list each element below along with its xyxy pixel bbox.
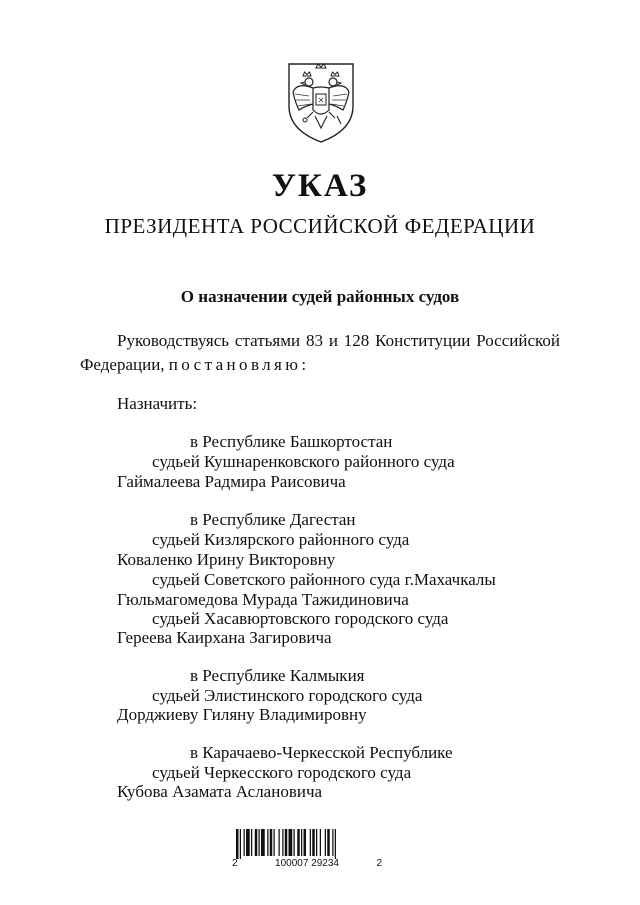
region-heading: в Республике Башкортостан (190, 432, 393, 451)
preamble-line-2 (80, 355, 309, 375)
judge-name: Кубова Азамата Аслановича (117, 782, 323, 801)
judge-name: Гереева Каирхана Загировича (117, 628, 332, 647)
barcode-digit-first: 2 (232, 858, 238, 869)
region-heading: в Республике Дагестан (190, 510, 356, 529)
preamble-line-1: Руководствуясь статьями 83 и 128 Конституции Российской (117, 331, 560, 350)
barcode-digits: 100007 29234 (275, 858, 339, 869)
preamble-verb: постановляю: (168, 355, 310, 374)
judge-position: судьей Элистинского городского суда (152, 686, 423, 705)
judge-position: судьей Кушнаренковского районного суда (152, 452, 455, 471)
barcode-digit-last: 2 (376, 858, 382, 869)
judge-position: судьей Советского районного суда г.Махачкалы (152, 570, 496, 589)
preamble-text: Федерации, (80, 355, 165, 374)
barcode-number (232, 858, 382, 869)
judge-name: Дорджиеву Гиляну Владимировну (117, 705, 367, 724)
judge-position: судьей Хасавюртовского городского суда (152, 609, 449, 628)
judge-position: судьей Кизлярского районного суда (152, 530, 410, 549)
region-heading: в Республике Калмыкия (190, 666, 365, 685)
document-title: УКАЗ (271, 168, 369, 204)
appoint-label: Назначить: (117, 394, 198, 413)
judge-name: Коваленко Ирину Викторовну (117, 550, 336, 569)
decree-heading: О назначении судей районных судов (180, 287, 460, 306)
region-heading: в Карачаево-Черкесской Республике (190, 743, 453, 762)
judge-name: Гюльмагомедова Мурада Тажидиновича (117, 590, 409, 609)
judge-position: судьей Черкесского городского суда (152, 763, 412, 782)
barcode-icon (232, 829, 382, 859)
judge-name: Гаймалеева Радмира Раисовича (117, 472, 346, 491)
state-emblem-icon (283, 58, 359, 144)
document-subtitle: ПРЕЗИДЕНТА РОССИЙСКОЙ ФЕДЕРАЦИИ (104, 214, 536, 238)
